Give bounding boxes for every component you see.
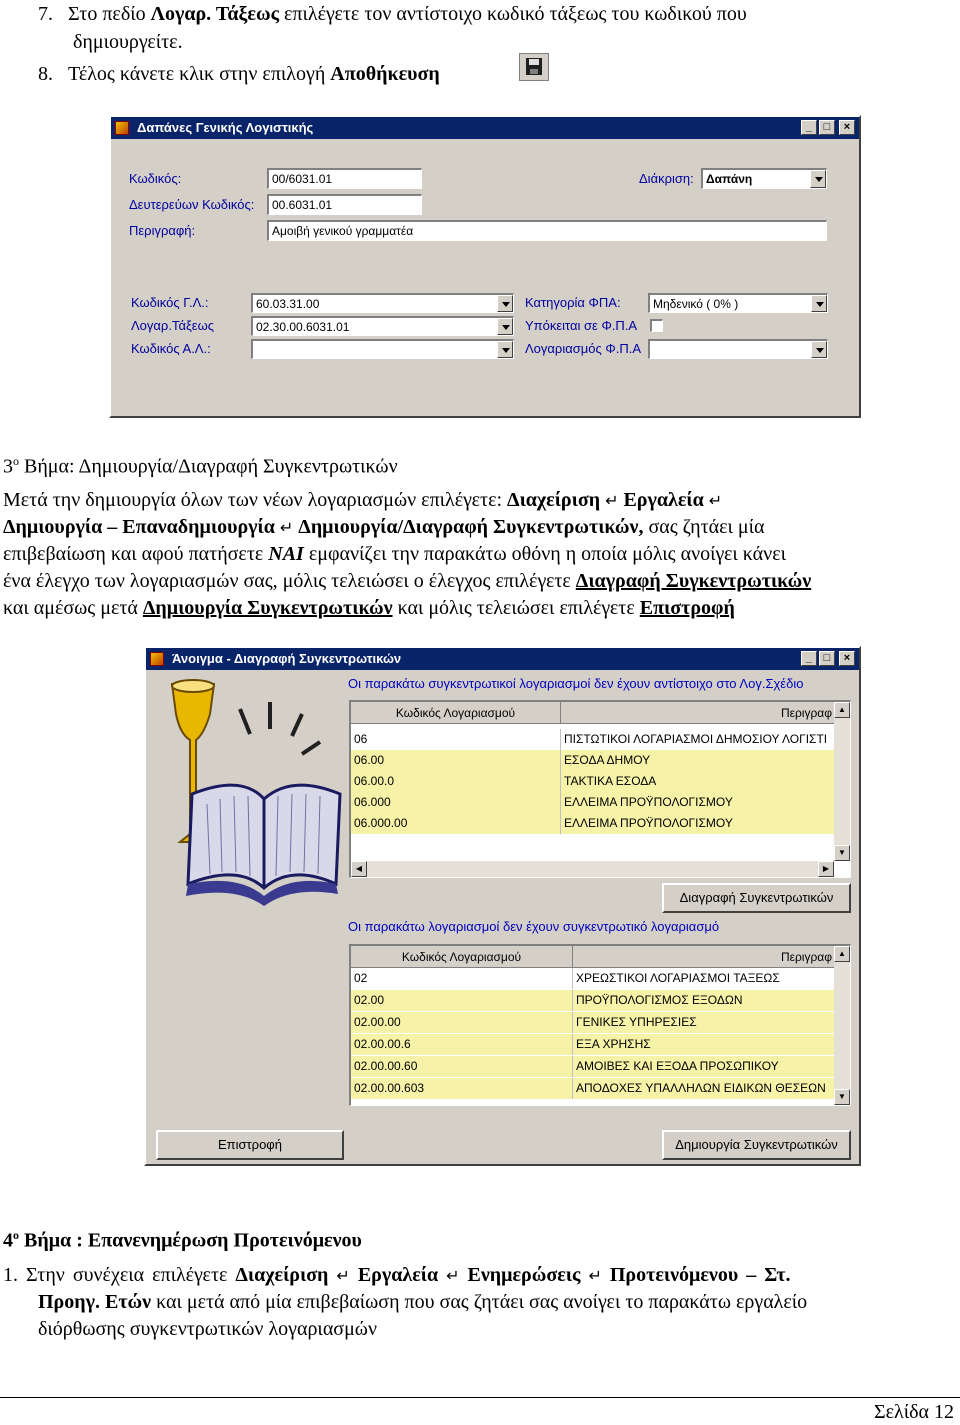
footer-rule <box>0 1397 960 1398</box>
step4-l1-num: 1. <box>3 1264 18 1286</box>
row-code: 02.00.00.603 <box>351 1078 573 1099</box>
taxeos-value: 02.30.00.6031.01 <box>256 320 350 334</box>
row-code: 02 <box>351 968 573 989</box>
row-desc: ΕΛΛΕΙΜΑ ΠΡΟΫΠΟΛΟΓΙΣΜΟΥ <box>564 795 733 809</box>
scroll-down-icon[interactable]: ▼ <box>834 1089 850 1105</box>
note-missing-plan: Οι παρακάτω συγκεντρωτικοί λογαριασμοί δεν έχουν αντίστοιχο στο Λογ.Σχέδιο <box>348 676 804 691</box>
row-desc: ΕΣΟΔΑ ΔΗΜΟΥ <box>564 753 651 767</box>
row-code: 02.00.00.6 <box>351 1034 573 1055</box>
step3-line2 <box>3 514 765 541</box>
table-row[interactable] <box>351 1078 834 1099</box>
step8-save: Αποθήκευση <box>330 63 440 85</box>
step4-l1-b4: Προτεινόμενου – Στ. <box>609 1264 791 1286</box>
step4-heading-text: Βήμα : Επανενημέρωση Προτεινόμενου <box>19 1229 362 1252</box>
step8-pre: Τέλος κάνετε κλικ στην επιλογή <box>68 63 331 85</box>
close-button[interactable]: × <box>839 651 855 666</box>
al-code-select[interactable] <box>251 339 514 359</box>
description-field[interactable]: Αμοιβή γενικού γραμματέα <box>267 220 827 241</box>
enter-arrow-icon: ↵ <box>336 1266 350 1285</box>
step7-number: 7. <box>38 3 53 25</box>
table-row[interactable] <box>351 1056 834 1077</box>
taxeos-label: Λογαρ.Τάξεως <box>131 318 214 333</box>
step4-line2 <box>38 1289 807 1315</box>
step7-line1 <box>38 1 747 27</box>
table-row[interactable] <box>351 729 834 750</box>
save-icon <box>519 53 549 81</box>
chevron-down-icon[interactable] <box>497 295 513 312</box>
row-desc: ΕΞΑ ΧΡΗΣΗΣ <box>576 1037 651 1051</box>
enter-arrow-icon: ↵ <box>708 491 723 510</box>
step8-number: 8. <box>38 63 53 85</box>
step3-l5-bu1: Δημιουργία Συγκεντρωτικών <box>142 597 393 619</box>
step7-post: επιλέγετε τον αντίστοιχο κωδικό τάξεως του κωδικού που <box>279 3 747 25</box>
code-field[interactable]: 00/6031.01 <box>267 168 422 189</box>
step4-l1-b3: Ενημερώσεις <box>467 1264 581 1286</box>
return-button[interactable]: Επιστροφή <box>156 1130 344 1160</box>
step3-l1-b1: Διαχείριση <box>507 489 601 511</box>
secondary-code-label: Δευτερεύων Κωδικός: <box>129 197 255 212</box>
row-code: 02.00.00 <box>351 1012 573 1033</box>
fpa-account-select[interactable] <box>648 339 828 359</box>
step3-l2-post: σας ζητάει μία <box>643 516 765 538</box>
fpa-category-label: Κατηγορία ΦΠΑ: <box>525 295 621 310</box>
secondary-code-field[interactable]: 00.6031.01 <box>267 194 422 215</box>
fpa-category-value: Μηδενικό ( 0% ) <box>653 297 739 311</box>
step7-pre: Στο πεδίο <box>68 3 151 25</box>
table-row[interactable] <box>351 750 834 771</box>
horizontal-scrollbar[interactable] <box>351 861 834 877</box>
dialog2-title: Άνοιγμα - Διαγραφή Συγκεντρωτικών <box>172 651 402 666</box>
page-number: Σελίδα 12 <box>873 1401 954 1423</box>
table-row[interactable] <box>351 968 834 989</box>
grid1-header-code[interactable]: Κωδικός Λογαριασμού <box>351 702 561 724</box>
dialog2-titlebar <box>146 648 859 670</box>
step3-l3-yes: ΝΑΙ <box>268 543 304 565</box>
row-code: 06.000.00 <box>351 813 561 834</box>
row-desc: ΤΑΚΤΙΚΑ ΕΣΟΔΑ <box>564 774 657 788</box>
scroll-left-icon[interactable]: ◀ <box>351 861 367 877</box>
chevron-down-icon[interactable] <box>497 341 513 358</box>
table-row[interactable] <box>351 813 834 834</box>
al-code-label: Κωδικός Α.Λ.: <box>131 341 211 356</box>
step3-heading-sup: ο <box>13 454 19 468</box>
step3-l1-pre: Μετά την δημιουργία όλων των νέων λογαριασμών επιλέγετε: <box>3 489 508 511</box>
description-label: Περιγραφή: <box>129 223 196 238</box>
maximize-button[interactable]: □ <box>819 120 835 135</box>
step4-l1-b2: Εργαλεία <box>357 1264 439 1286</box>
step8-line <box>38 61 440 87</box>
maximize-button[interactable]: □ <box>819 651 835 666</box>
app-icon <box>150 652 164 666</box>
enter-arrow-icon: ↵ <box>605 491 619 510</box>
enter-arrow-icon: ↵ <box>588 1266 602 1285</box>
fpa-subject-checkbox[interactable] <box>650 319 663 332</box>
table-row[interactable] <box>351 771 834 792</box>
row-code: 06.00.0 <box>351 771 561 792</box>
step4-l2-post: και μετά από μία επιβεβαίωση που σας ζητάει σας ανοίγει το παρακάτω εργαλείο <box>151 1291 808 1313</box>
step3-l4-pre: ένα έλεγχο των λογαριασμών σας, μόλις τελειώσει ο έλεγχος επιλέγετε <box>3 570 576 592</box>
scroll-up-icon[interactable]: ▲ <box>834 946 850 962</box>
grid2-header-code[interactable]: Κωδικός Λογαριασμού <box>351 946 573 968</box>
fpa-account-label: Λογαριασμός Φ.Π.Α <box>525 341 642 356</box>
chevron-down-icon[interactable] <box>810 170 826 188</box>
gl-code-select[interactable] <box>251 293 514 313</box>
chevron-down-icon[interactable] <box>811 341 827 358</box>
table-row[interactable] <box>351 792 834 813</box>
gl-code-label: Κωδικός Γ.Λ.: <box>131 295 209 310</box>
step4-l2-b1: Προηγ. Ετών <box>38 1291 152 1313</box>
chevron-down-icon[interactable] <box>811 295 827 312</box>
step3-heading <box>3 448 398 480</box>
step3-heading-text: Βήμα: Δημιουργία/Διαγραφή Συγκεντρωτικών <box>19 455 398 478</box>
create-summaries-button[interactable]: Δημιουργία Συγκεντρωτικών <box>662 1130 851 1160</box>
step3-l3-pre: επιβεβαίωση και αφού πατήσετε <box>3 543 269 565</box>
taxeos-select[interactable] <box>251 316 514 336</box>
row-code: 02.00.00.60 <box>351 1056 573 1077</box>
row-desc: ΕΛΛΕΙΜΑ ΠΡΟΫΠΟΛΟΓΙΣΜΟΥ <box>564 816 733 830</box>
step3-l1-b2: Εργαλεία <box>623 489 704 511</box>
row-code: 02.00 <box>351 990 573 1011</box>
table-row[interactable] <box>351 1034 834 1055</box>
grid-no-summary[interactable] <box>349 944 851 1106</box>
vertical-scrollbar[interactable] <box>834 702 850 861</box>
grid2-header-desc[interactable]: Περιγραφ <box>573 946 837 968</box>
diakrisi-label: Διάκριση: <box>639 171 694 186</box>
note-no-summary: Οι παρακάτω λογαριασμοί δεν έχουν συγκεντρωτικό λογαριασμό <box>348 919 720 934</box>
row-desc: ΓΕΝΙΚΕΣ ΥΠΗΡΕΣΙΕΣ <box>576 1015 697 1029</box>
row-desc: ΠΡΟΫΠΟΛΟΓΙΣΜΟΣ ΕΞΟΔΩΝ <box>576 993 743 1007</box>
step3-line4 <box>3 568 811 594</box>
scroll-right-icon[interactable]: ▶ <box>818 861 834 877</box>
step4-heading-sup: ο <box>13 1228 19 1242</box>
grid-summary-no-plan[interactable] <box>349 700 851 878</box>
step4-line1 <box>3 1262 791 1289</box>
step3-l2-b2: Δημιουργία/Διαγραφή Συγκεντρωτικών, <box>298 516 644 538</box>
gl-code-value: 60.03.31.00 <box>256 297 320 311</box>
enter-arrow-icon: ↵ <box>279 518 294 537</box>
grid1-header-desc[interactable]: Περιγραφ <box>561 702 837 724</box>
row-desc: ΑΜΟΙΒΕΣ ΚΑΙ ΕΞΟΔΑ ΠΡΟΣΩΠΙΚΟΥ <box>576 1059 779 1073</box>
dialog-general-expenses <box>109 115 861 418</box>
diakrisi-value: Δαπάνη <box>706 172 753 186</box>
step3-l5-bu2: Επιστροφή <box>639 597 735 619</box>
fpa-category-select[interactable] <box>648 293 828 313</box>
row-desc: ΠΙΣΤΩΤΙΚΟΙ ΛΟΓΑΡΙΑΣΜΟΙ ΔΗΜΟΣΙΟΥ ΛΟΓΙΣΤΙ <box>564 732 828 746</box>
code-label: Κωδικός: <box>129 171 182 186</box>
dialog-open-delete-summaries <box>144 646 861 1166</box>
step7-line2: δημιουργείτε. <box>73 31 183 53</box>
minimize-button[interactable]: _ <box>801 120 817 135</box>
step3-line3 <box>3 541 786 567</box>
vertical-scrollbar[interactable] <box>834 946 850 1105</box>
row-code: 06.00 <box>351 750 561 771</box>
step7-field-name: Λογαρ. Τάξεως <box>150 3 280 25</box>
dialog1-title: Δαπάνες Γενικής Λογιστικής <box>137 120 314 135</box>
book-illustration <box>152 674 342 934</box>
row-desc: ΑΠΟΔΟΧΕΣ ΥΠΑΛΛΗΛΩΝ ΕΙΔΙΚΩΝ ΘΕΣΕΩΝ <box>576 1081 826 1095</box>
step3-l3-post: εμφανίζει την παρακάτω οθόνη η οποία μόλις ανοίγει κάνει <box>303 543 786 565</box>
enter-arrow-icon: ↵ <box>446 1266 460 1285</box>
step4-l1-b1: Διαχείριση <box>235 1264 329 1286</box>
table-row[interactable] <box>351 990 834 1011</box>
step4-line3: διόρθωσης συγκεντρωτικών λογαριασμών <box>38 1318 378 1340</box>
row-desc: ΧΡΕΩΣΤΙΚΟΙ ΛΟΓΑΡΙΑΣΜΟΙ ΤΑΞΕΩΣ <box>576 971 780 985</box>
step4-heading-number: 4 <box>3 1229 13 1252</box>
step3-line1 <box>3 487 722 514</box>
chevron-down-icon[interactable] <box>497 318 513 335</box>
dialog1-titlebar <box>111 117 859 139</box>
diakrisi-select[interactable] <box>701 168 827 189</box>
table-row[interactable] <box>351 1012 834 1033</box>
scroll-up-icon[interactable]: ▲ <box>834 702 850 718</box>
delete-summaries-button[interactable]: Διαγραφή Συγκεντρωτικών <box>662 883 851 913</box>
close-button[interactable]: × <box>839 120 855 135</box>
row-code: 06 <box>351 729 561 750</box>
row-code: 06.000 <box>351 792 561 813</box>
step4-heading <box>3 1222 362 1254</box>
minimize-button[interactable]: _ <box>801 651 817 666</box>
step3-line5 <box>3 595 735 621</box>
step3-l2-b1: Δημιουργία – Επαναδημιουργία <box>3 516 275 538</box>
step3-heading-number: 3 <box>3 455 13 478</box>
step3-l5-pre: και αμέσως μετά <box>3 597 143 619</box>
app-icon <box>115 121 129 135</box>
fpa-subject-label: Υπόκειται σε Φ.Π.Α <box>525 318 638 333</box>
scroll-down-icon[interactable]: ▼ <box>834 845 850 861</box>
step3-l5-mid: και μόλις τελειώσει επιλέγετε <box>392 597 640 619</box>
step4-l1-pre: Στην συνέχεια επιλέγετε <box>18 1264 236 1286</box>
step3-l4-bu: Διαγραφή Συγκεντρωτικών <box>575 570 812 592</box>
